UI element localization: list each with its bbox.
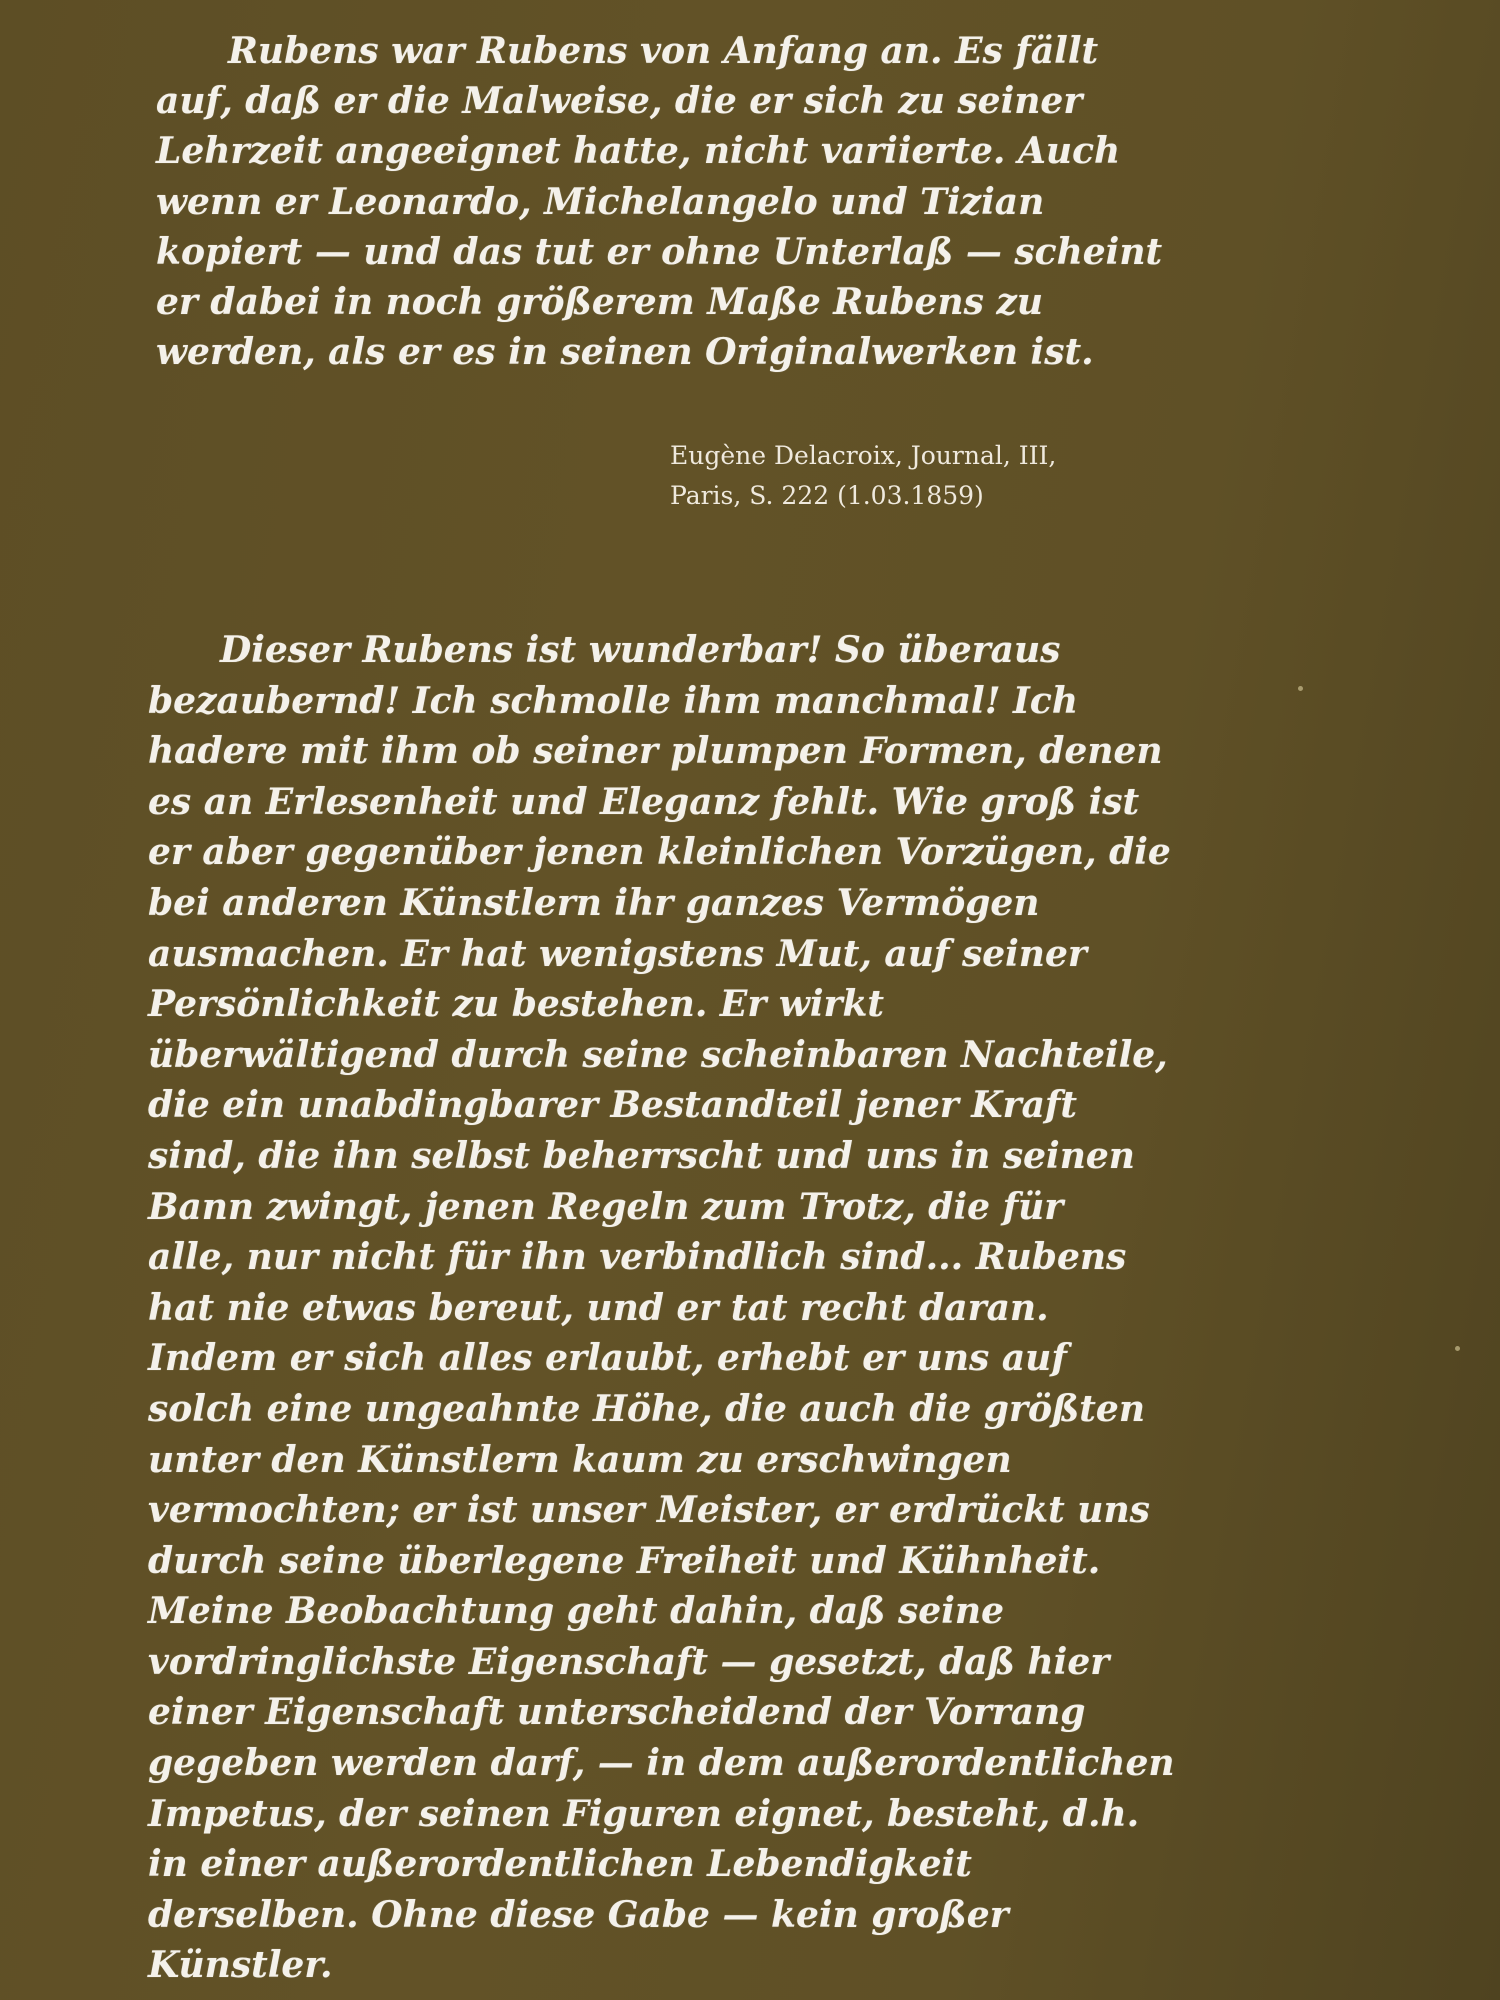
quote2-line: es an Erlesenheit und Eleganz fehlt. Wie groß ist — [148, 780, 1140, 823]
quote2-line: hadere mit ihm ob seiner plumpen Formen, denen — [148, 730, 1163, 773]
quote2-line: unter den Künstlern kaum zu erschwingen — [148, 1438, 1012, 1481]
quote1-line: auf, daß er die Malweise, die er sich zu seiner — [156, 80, 1083, 123]
quote-delacroix-paragraph — [156, 26, 1162, 377]
quote2-line: hat nie etwas bereut, und er tat recht daran. — [148, 1286, 1049, 1329]
quote2-line: solch eine ungeahnte Höhe, die auch die größten — [148, 1387, 1146, 1430]
quote2-line: einer Eigenschaft unterscheidend der Vorrang — [148, 1691, 1086, 1734]
quote2-line: Künstler. — [148, 1944, 333, 1987]
quote2-line: vermochten; er ist unser Meister, er erdrückt uns — [148, 1489, 1150, 1532]
quote2-line: Meine Beobachtung geht dahin, daß seine — [148, 1590, 1004, 1633]
quote2-line: Bann zwingt, jenen Regeln zum Trotz, die für — [148, 1185, 1064, 1228]
quote2-line: Persönlichkeit zu bestehen. Er wirkt — [148, 983, 885, 1026]
quote2-line: Impetus, der seinen Figuren eignet, besteht, d.h. — [148, 1792, 1140, 1835]
quote2-line: vordringlichste Eigenschaft — gesetzt, daß hier — [148, 1640, 1110, 1683]
quote1-line: wenn er Leonardo, Michelangelo und Tizian — [156, 180, 1045, 223]
quote2-line: Indem er sich alles erlaubt, erhebt er uns auf — [148, 1337, 1067, 1380]
quote2-line: bei anderen Künstlern ihr ganzes Vermögen — [148, 881, 1040, 924]
quote2-line: er aber gegenüber jenen kleinlichen Vorzügen, die — [148, 831, 1171, 874]
quote1-line: Lehrzeit angeeignet hatte, nicht variierte. Auch — [156, 130, 1121, 173]
quote2-line: in einer außerordentlichen Lebendigkeit — [148, 1843, 972, 1886]
quote1-line: Rubens war Rubens von Anfang an. Es fällt — [228, 30, 1099, 72]
citation-line: Paris, S. 222 (1.03.1859) — [670, 481, 984, 510]
quote2-line: durch seine überlegene Freiheit und Kühnheit. — [148, 1539, 1101, 1582]
dust-speck — [1455, 1346, 1460, 1351]
quote2-line: alle, nur nicht für ihn verbindlich sind... Rubens — [148, 1236, 1127, 1279]
quote2-line: sind, die ihn selbst beherrscht und uns in seinen — [148, 1134, 1135, 1177]
quote1-line: werden, als er es in seinen Originalwerken ist. — [156, 331, 1094, 374]
quote2-line: überwältigend durch seine scheinbaren Nachteile, — [148, 1033, 1168, 1076]
dust-speck — [1298, 686, 1303, 691]
quote2-line: Dieser Rubens ist wunderbar! So überaus — [220, 629, 1061, 671]
quote1-line: er dabei in noch größerem Maße Rubens zu — [156, 281, 1044, 324]
quote2-line: gegeben werden darf, — in dem außerordentlichen — [148, 1742, 1175, 1785]
quote2-line: ausmachen. Er hat wenigstens Mut, auf seiner — [148, 932, 1087, 975]
citation-line: Eugène Delacroix, Journal, III, — [670, 441, 1057, 470]
quote-rubens-paragraph — [148, 625, 1175, 1991]
quote1-line: kopiert — und das tut er ohne Unterlaß — scheint — [156, 230, 1163, 273]
quote2-line: bezaubernd! Ich schmolle ihm manchmal! Ich — [148, 679, 1078, 722]
citation — [670, 436, 1056, 516]
quote2-line: die ein unabdingbarer Bestandteil jener Kraft — [148, 1084, 1078, 1127]
quote2-line: derselben. Ohne diese Gabe — kein großer — [148, 1893, 1009, 1936]
